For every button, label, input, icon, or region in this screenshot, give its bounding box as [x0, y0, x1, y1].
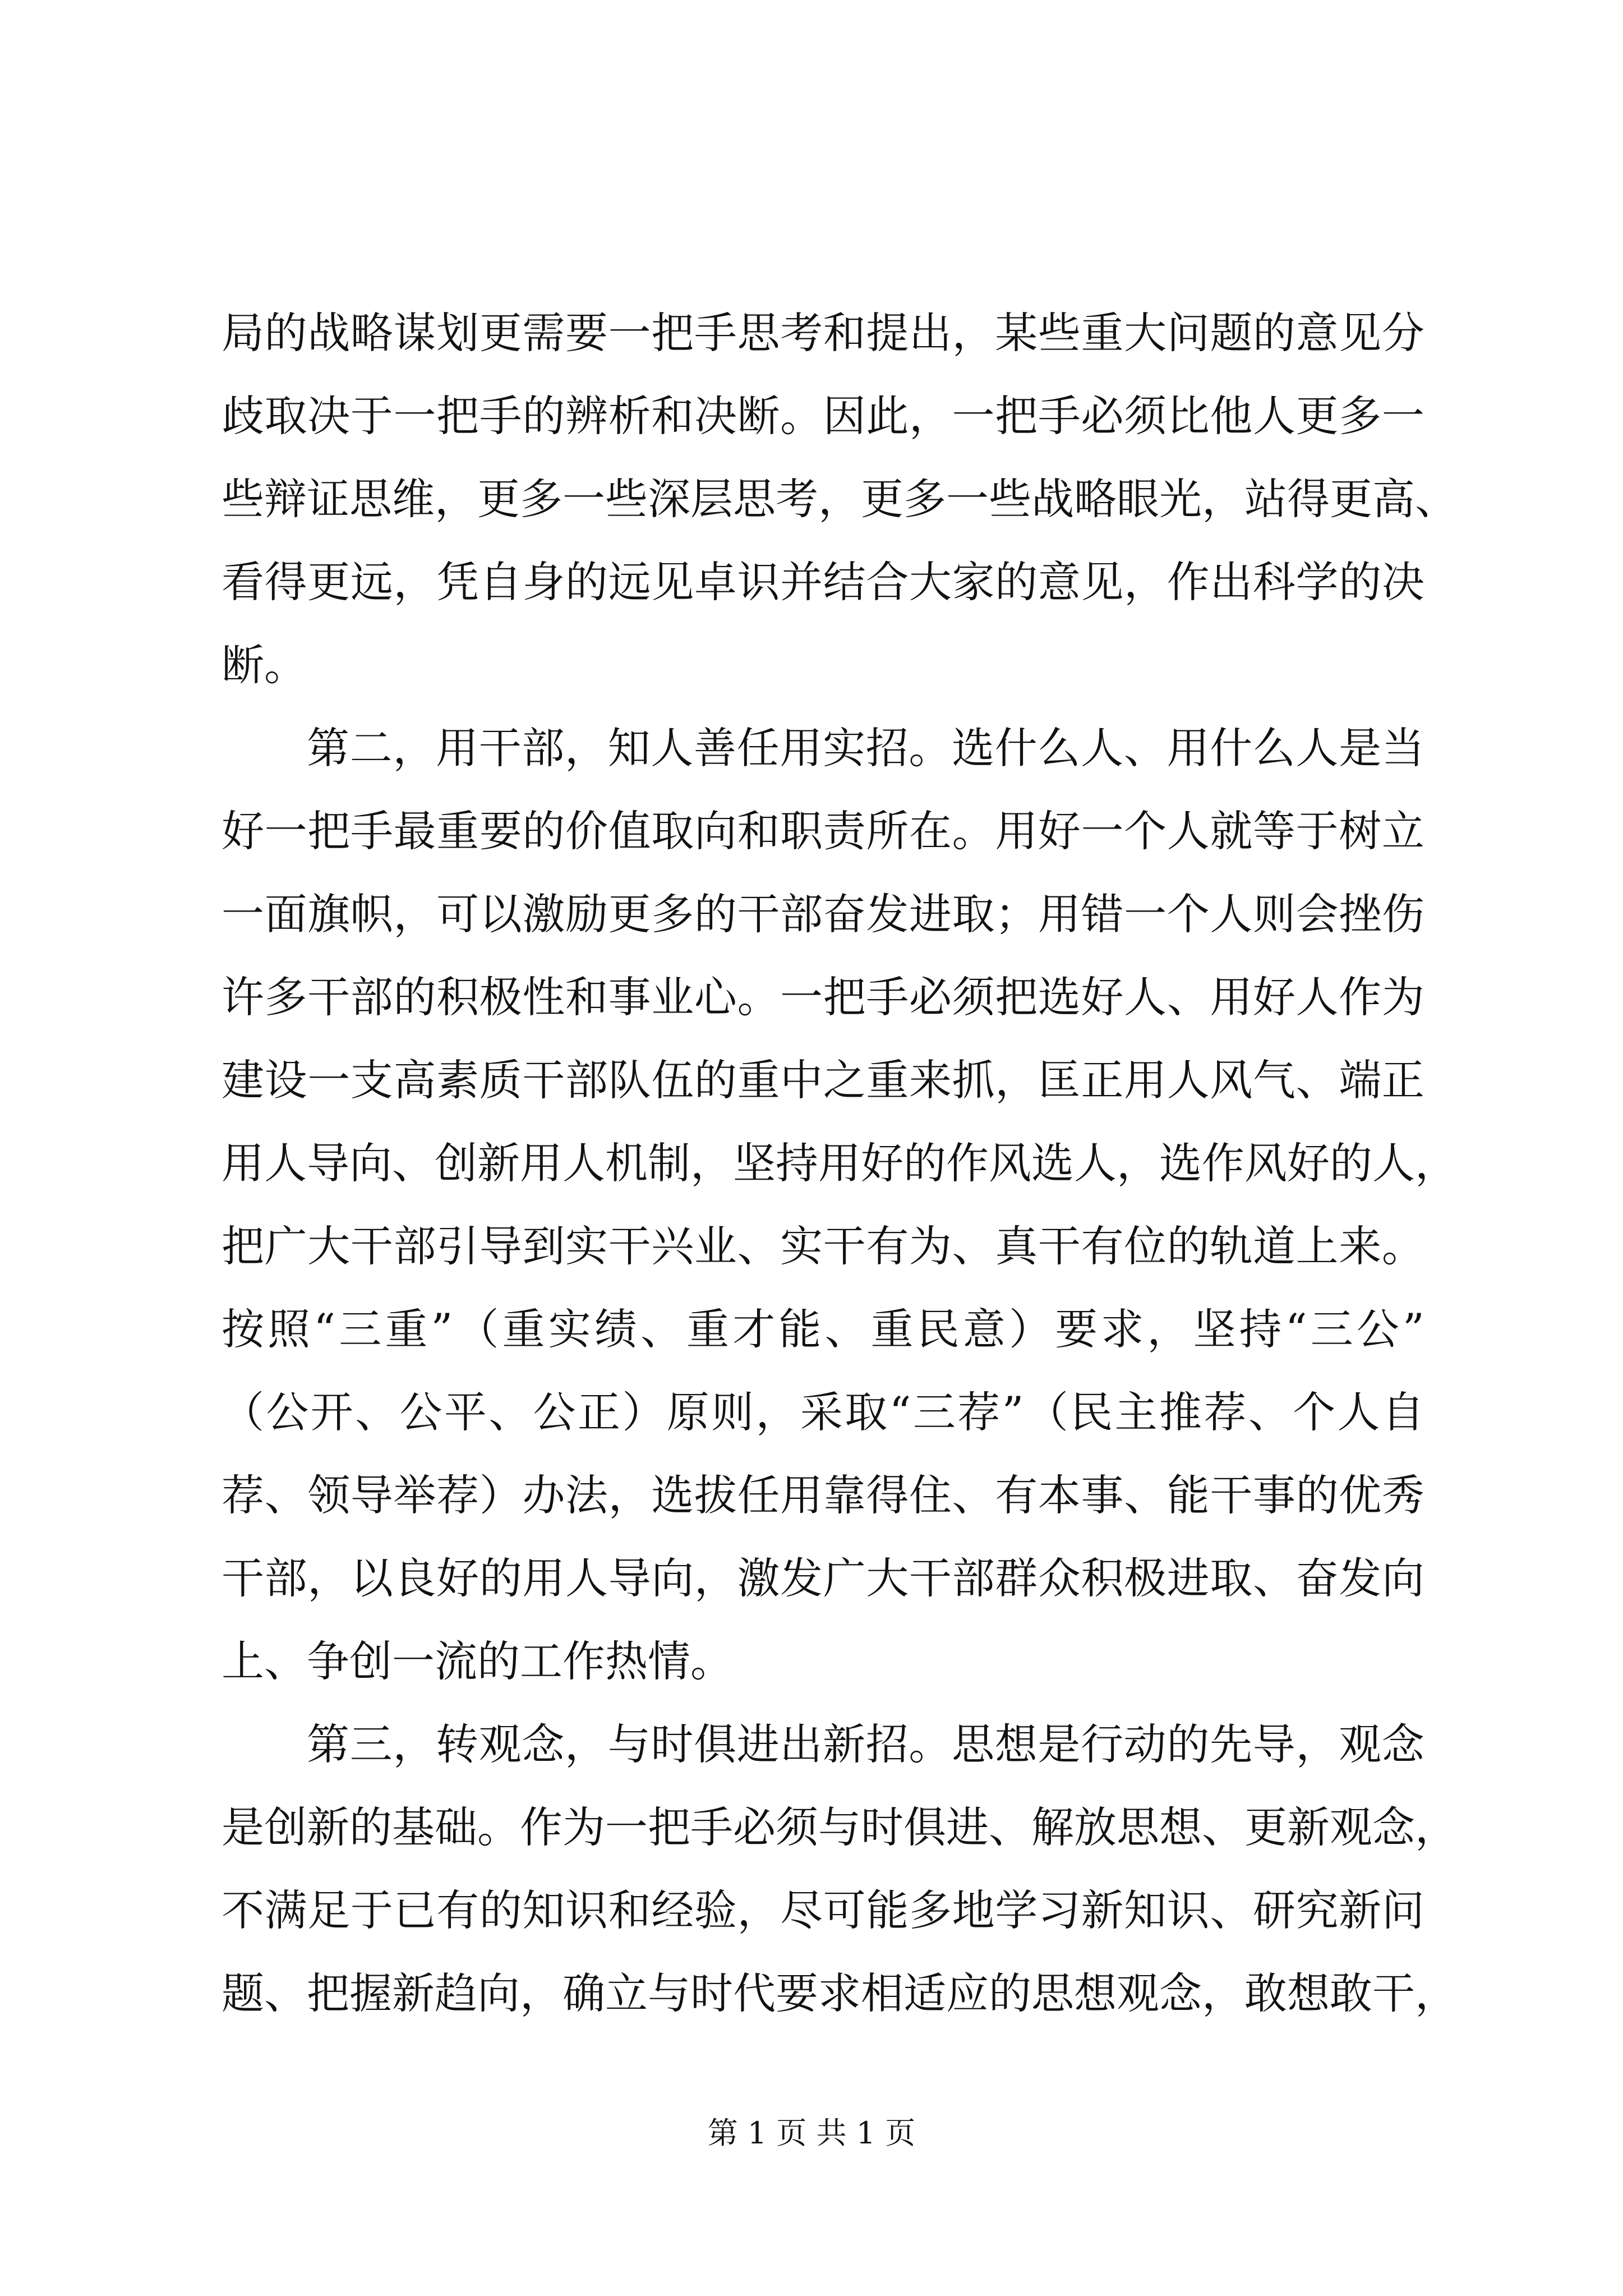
text-line: 断。 — [222, 640, 307, 690]
text-line: 许 多 干 部 的 积 极 性 和 事 业 心 。 一 把 手 必 须 把 选 好 人 、 用 好 人 作 为 — [222, 972, 1424, 1022]
document-body — [222, 292, 1458, 2035]
text-line: 第 二 ， 用 干 部 ， 知 人 善 任 用 实 招 。 选 什 么 人 、 用 什 么 人 是 当 — [307, 723, 1424, 773]
text-line: 按 照 “ 三 重 ” （ 重 实 绩 、 重 才 能 、 重 民 意 ） 要 求 ， 坚 持 “ 三 公 ” — [222, 1304, 1424, 1354]
text-line: 上、争创一流的工作热情。 — [222, 1636, 733, 1686]
text-line: 看 得 更 远 ， 凭 自 身 的 远 见 卓 识 并 结 合 大 家 的 意 见 ， 作 出 科 学 的 决 — [222, 557, 1424, 607]
text-line: 局 的 战 略 谋 划 更 需 要 一 把 手 思 考 和 提 出 ， 某 些 重 大 问 题 的 意 见 分 — [222, 308, 1424, 358]
text-line: 不 满 足 于 已 有 的 知 识 和 经 验 ， 尽 可 能 多 地 学 习 新 知 识 、 研 究 新 问 — [222, 1885, 1424, 1935]
text-line: 建 设 一 支 高 素 质 干 部 队 伍 的 重 中 之 重 来 抓 ， 匡 正 用 人 风 气 、 端 正 — [222, 1055, 1424, 1105]
page-footer: 第 1 页 共 1 页 — [707, 2115, 916, 2151]
text-line: 歧 取 决 于 一 把 手 的 辨 析 和 决 断 。 因 此 ， 一 把 手 必 须 比 他 人 更 多 一 — [222, 391, 1424, 441]
text-line: 荐 、 领 导 举 荐 ） 办 法 ， 选 拔 任 用 靠 得 住 、 有 本 事 、 能 干 事 的 优 秀 — [222, 1470, 1424, 1520]
text-line: 好 一 把 手 最 重 要 的 价 值 取 向 和 职 责 所 在 。 用 好 一 个 人 就 等 于 树 立 — [222, 806, 1424, 856]
text-line: 把 广 大 干 部 引 导 到 实 干 兴 业 、 实 干 有 为 、 真 干 有 位 的 轨 道 上 来 。 — [222, 1221, 1424, 1271]
text-line: 干 部 ， 以 良 好 的 用 人 导 向 ， 激 发 广 大 干 部 群 众 积 极 进 取 、 奋 发 向 — [222, 1553, 1424, 1603]
text-line: 第 三 ， 转 观 念 ， 与 时 俱 进 出 新 招 。 思 想 是 行 动 的 先 导 ， 观 念 — [307, 1719, 1424, 1769]
text-line: 是 创 新 的 基 础 。 作 为 一 把 手 必 须 与 时 俱 进 、 解 放 思 想 、 更 新 观 念 ， — [222, 1802, 1458, 1852]
text-line: （ 公 开 、 公 平 、 公 正 ） 原 则 ， 采 取 “ 三 荐 ” （ 民 主 推 荐 、 个 人 自 — [222, 1387, 1424, 1437]
text-line: 题 、 把 握 新 趋 向 ， 确 立 与 时 代 要 求 相 适 应 的 思 想 观 念 ， 敢 想 敢 干 ， — [222, 1968, 1458, 2018]
text-line: 一 面 旗 帜 ， 可 以 激 励 更 多 的 干 部 奋 发 进 取 ； 用 错 一 个 人 则 会 挫 伤 — [222, 889, 1424, 939]
text-line: 用 人 导 向 、 创 新 用 人 机 制 ， 坚 持 用 好 的 作 风 选 人 ， 选 作 风 好 的 人 ， — [222, 1138, 1458, 1188]
text-line: 些 辩 证 思 维 ， 更 多 一 些 深 层 思 考 ， 更 多 一 些 战 略 眼 光 ， 站 得 更 高 、 — [222, 474, 1458, 524]
